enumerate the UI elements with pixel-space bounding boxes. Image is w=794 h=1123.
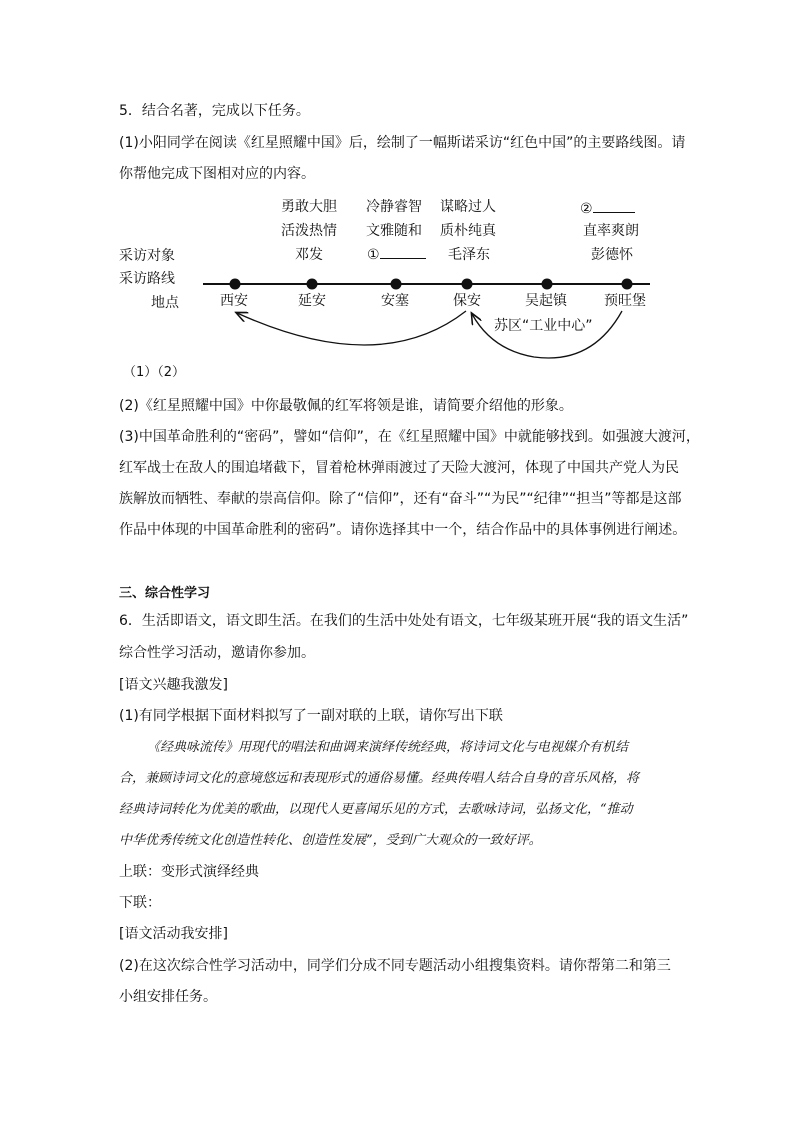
- answer-marker-line: （1）（2）: [123, 365, 186, 380]
- return-label: 苏区“工业中心”: [494, 318, 593, 334]
- stop-dot-xian: [230, 279, 241, 290]
- label-interviewee: 采访对象: [119, 248, 175, 264]
- blank-line-2: [593, 200, 635, 213]
- stop-dot-yuwangbao: [622, 279, 633, 290]
- stop-dot-yanan: [307, 279, 318, 290]
- passage-line3: 经典诗词转化为优美的歌曲，以现代人更喜闻乐见的方式，去歌咏诗词，弘扬文化，“推动: [119, 802, 633, 817]
- q5-part2: (2)《红星照耀中国》中你最敬佩的红军将领是谁，请简要介绍他的形象。: [119, 398, 573, 414]
- stop-label-ansai: 安塞: [381, 293, 409, 309]
- stop-dot-ansai: [391, 279, 402, 290]
- q6-part2-line2: 小组安排任务。: [119, 989, 217, 1005]
- q5-part1-line1: (1)小阳同学在阅读《红星照耀中国》后，绘制了一幅斯诺采访“红色中国”的主要路线图。请: [119, 135, 686, 151]
- q6-part2-line1: (2)在这次综合性学习活动中，同学们分成不同专题活动小组搜集资料。请你帮第二和第三: [119, 958, 671, 974]
- stop-label-baoan: 保安: [453, 293, 481, 309]
- yanan-traits-2: 活泼热情: [281, 223, 337, 239]
- stop-label-wuqizhen: 吴起镇: [525, 293, 567, 309]
- baoan-traits-1: 谋略过人: [440, 199, 496, 215]
- couplet-upper: 上联：变形式演绎经典: [119, 864, 259, 880]
- stop-dot-wuqizhen: [542, 279, 553, 290]
- label-route: 采访路线: [119, 271, 175, 287]
- baoan-person: 毛泽东: [448, 247, 490, 263]
- return-arrow-to-xian: [237, 311, 466, 345]
- q5-part3-line2: 红军战士在敌人的围追堵截下，冒着枪林弹雨渡过了天险大渡河，体现了中国共产党人为民: [119, 460, 679, 476]
- label-location: 地点: [151, 295, 179, 311]
- yanan-person: 邓发: [295, 247, 323, 263]
- blank-line-1: [380, 246, 426, 259]
- yanan-traits-1: 勇敢大胆: [281, 199, 337, 215]
- ansai-traits-2: 文雅随和: [366, 223, 422, 239]
- yuwang-person: 彭德怀: [591, 247, 633, 263]
- ansai-traits-1: 冷静睿智: [366, 199, 422, 215]
- baoan-traits-2: 质朴纯真: [440, 223, 496, 239]
- q5-part3-line1: (3)中国革命胜利的“密码”，譬如“信仰”，在《红星照耀中国》中就能够找到。如强渡大渡河，: [119, 429, 700, 445]
- yuwang-answer-blank: [580, 200, 635, 218]
- q6-sub1-heading: [语文兴趣我激发]: [119, 677, 228, 693]
- q6-part1: (1)有同学根据下面材料拟写了一副对联的上联，请你写出下联: [119, 708, 503, 724]
- yuwang-marker: ②: [580, 201, 593, 217]
- couplet-lower: 下联：: [119, 895, 161, 911]
- passage-line1: 《经典咏流传》用现代的唱法和曲调来演绎传统经典，将诗词文化与电视媒介有机结: [147, 740, 629, 755]
- q5-part3-line3: 族解放而牺牲、奉献的崇高信仰。除了“信仰”，还有“奋斗”“为民”“纪律”“担当”等都是这部: [119, 491, 682, 507]
- ansai-person-marker: ①: [367, 247, 380, 263]
- yuwang-traits: 直率爽朗: [583, 223, 639, 239]
- q5-heading: 5．结合名著，完成以下任务。: [119, 103, 310, 119]
- stop-label-yuwangbao: 预旺堡: [604, 293, 646, 309]
- passage-line4: 中华优秀传统文化创造性转化、创造性发展”，受到广大观众的一致好评。: [119, 833, 542, 848]
- q6-intro-line1: 6．生活即语文，语文即生活。在我们的生活中处处有语文，七年级某班开展“我的语文生活”: [119, 613, 689, 629]
- stop-dot-baoan: [462, 279, 473, 290]
- section-heading: 三、综合性学习: [119, 586, 211, 601]
- stop-label-yanan: 延安: [298, 293, 326, 309]
- q5-part3-line4: 作品中体现的中国革命胜利的密码”。请你选择其中一个，结合作品中的具体事例进行阐述。: [119, 522, 687, 538]
- passage-line2: 合，兼顾诗词文化的意境悠远和表现形式的通俗易懂。经典传唱人结合自身的音乐风格，将: [119, 771, 640, 786]
- stop-label-xian: 西安: [220, 293, 248, 309]
- ansai-answer-blank: [367, 246, 426, 264]
- q6-intro-line2: 综合性学习活动，邀请你参加。: [119, 645, 315, 661]
- q6-sub2-heading: [语文活动我安排]: [119, 926, 228, 942]
- q5-part1-line2: 你帮他完成下图相对应的内容。: [119, 166, 315, 182]
